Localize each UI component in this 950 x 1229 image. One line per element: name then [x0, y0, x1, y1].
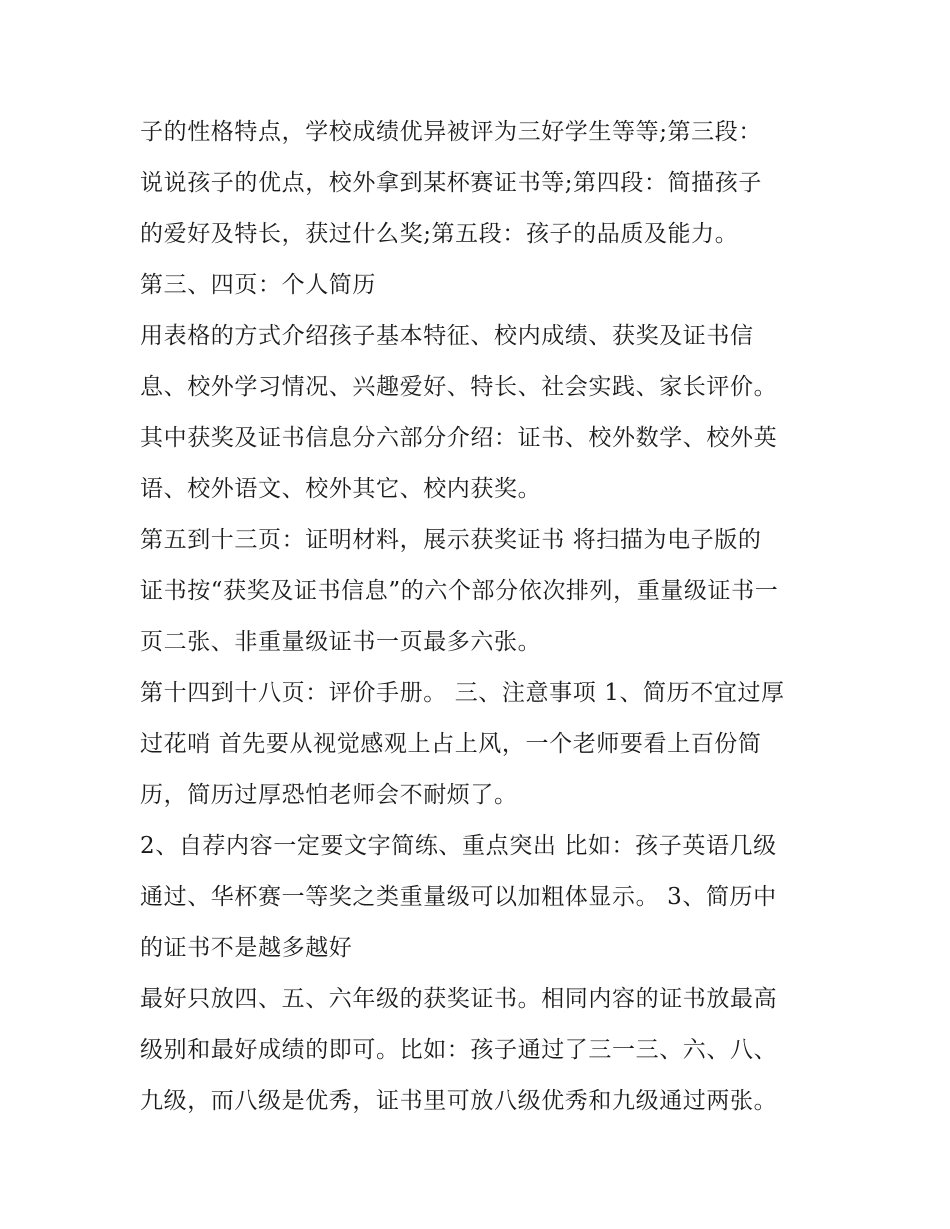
text-line: 说说孩子的优点，校外拿到某杯赛证书等;第四段：简描孩子 — [140, 170, 762, 196]
text-line: 证书按“获奖及证书信息”的六个部分依次排列，重量级证书一 — [140, 578, 779, 604]
text-line: 息、校外学习情况、兴趣爱好、特长、社会实践、家长评价。 — [140, 374, 778, 400]
section-heading: 第三、四页：个人简历 — [140, 272, 376, 298]
text-line: 语、校外语文、校外其它、校内获奖。 — [140, 476, 542, 502]
text-line: 最好只放四、五、六年级的获奖证书。相同内容的证书放最高 — [140, 986, 778, 1012]
document-body — [140, 107, 840, 1127]
text-line: 历，简历过厚恐怕老师会不耐烦了。 — [140, 782, 518, 808]
text-line: 的证书不是越多越好 — [140, 935, 353, 961]
text-line: 级别和最好成绩的即可。比如：孩子通过了三一三、六、八、 — [140, 1037, 778, 1063]
text-line: 九级，而八级是优秀，证书里可放八级优秀和九级通过两张。 — [140, 1088, 778, 1114]
text-line: 第五到十三页：证明材料，展示获奖证书 将扫描为电子版的 — [140, 527, 762, 553]
text-line: 其中获奖及证书信息分六部分介绍：证书、校外数学、校外英 — [140, 425, 778, 451]
text-line: 的爱好及特长，获过什么奖;第五段：孩子的品质及能力。 — [140, 221, 739, 247]
text-line: 通过、华杯赛一等奖之类重量级可以加粗体显示。 3、简历中 — [140, 884, 777, 910]
text-line: 子的性格特点，学校成绩优异被评为三好学生等等;第三段： — [140, 119, 762, 145]
text-line: 2、自荐内容一定要文字简练、重点突出 比如：孩子英语几级 — [140, 833, 777, 859]
text-line: 页二张、非重量级证书一页最多六张。 — [140, 629, 542, 655]
text-line: 用表格的方式介绍孩子基本特征、校内成绩、获奖及证书信 — [140, 323, 754, 349]
text-line: 过花哨 首先要从视觉感观上占上风，一个老师要看上百份简 — [140, 731, 762, 757]
text-line: 第十四到十八页：评价手册。 三、注意事项 1、简历不宜过厚 — [140, 680, 785, 706]
